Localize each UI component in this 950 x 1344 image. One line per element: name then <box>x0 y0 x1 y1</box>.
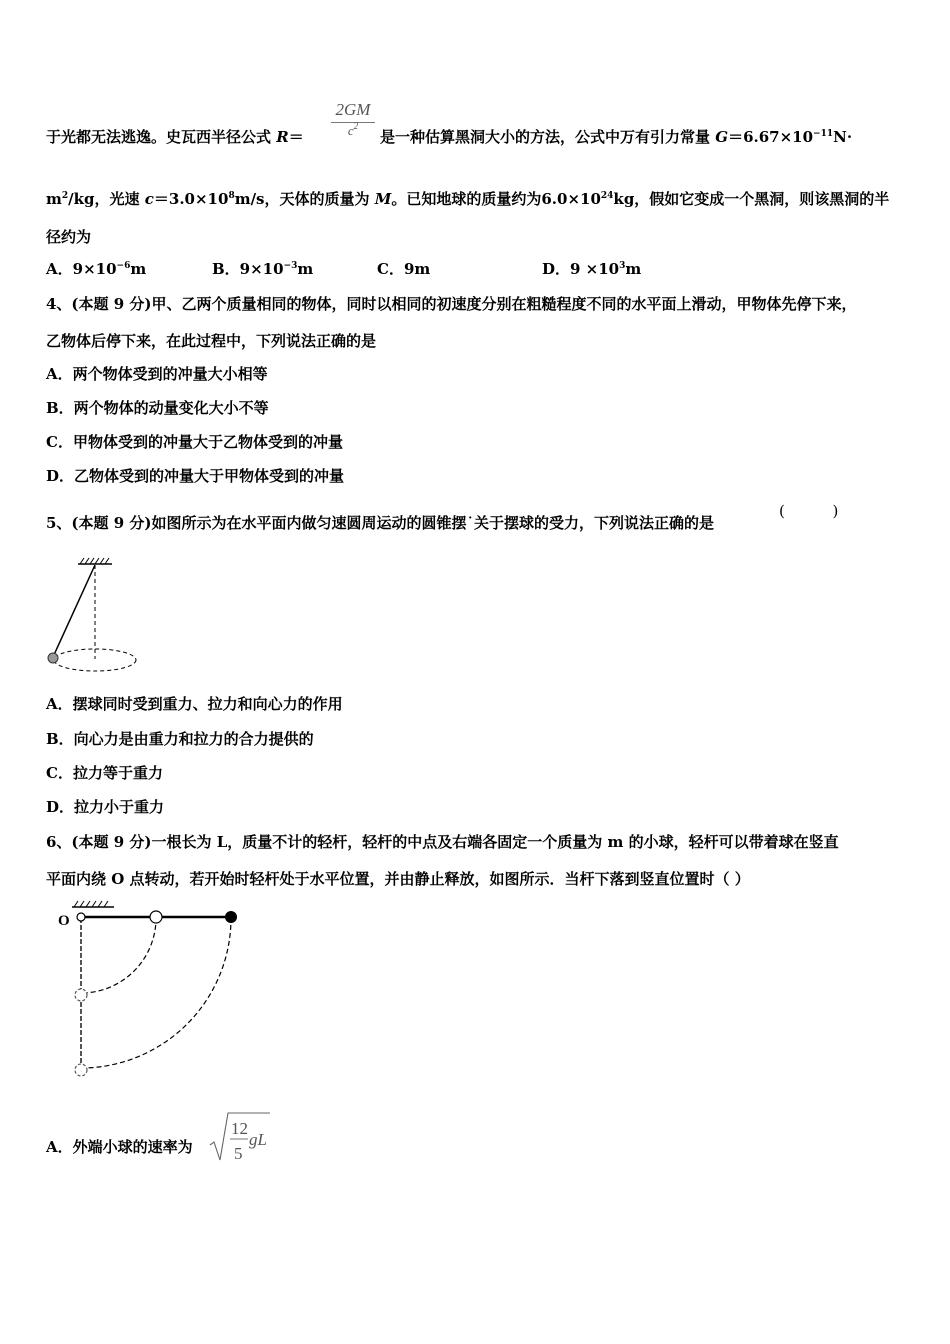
q3-G-unit: N· <box>833 128 853 146</box>
q3-option-b-unit: m <box>297 260 314 278</box>
q3-text-2: 是一种估算黑洞大小的方法，公式中万有引力常量 <box>380 128 711 146</box>
q4-line2: 乙物体后停下来，在此过程中，下列说法正确的是 <box>46 332 377 350</box>
conical-pendulum-figure <box>40 555 150 680</box>
q3-var-M: M <box>374 190 392 208</box>
q6-line2: 平面内绕 O 点转动，若开始时轻杆处于水平位置，并由静止释放，如图所示．当杆下落到竖直位置时（ ） <box>46 870 750 888</box>
q3-text-5: 。已知地球的质量约为6.0×10 <box>391 190 601 208</box>
q4-line1: 4、(本题 9 分)甲、乙两个质量相同的物体，同时以相同的初速度分别在粗糙程度不同的水平面上滑动，甲物体先停下来， <box>46 295 857 313</box>
q3-option-b-label: B．9×10 <box>212 260 284 278</box>
q3-equals: ＝ <box>288 128 304 146</box>
end-ball-arc <box>81 917 231 1068</box>
q3-option-a-exp: −6 <box>116 261 131 271</box>
q5-option-a: A．摆球同时受到重力、拉力和向心力的作用 <box>46 695 343 713</box>
fraction-denominator <box>331 123 375 139</box>
q3-text-1: 于光都无法逃逸。史瓦西半径公式 <box>46 128 272 146</box>
q3-option-a <box>46 259 146 279</box>
middle-ball-arc <box>81 917 156 993</box>
q3-var-R: R <box>276 128 289 146</box>
q3-option-d-label: D．9 ×10 <box>542 260 620 278</box>
q3-var-G: G <box>715 128 729 146</box>
q3-G-exp: −11 <box>813 129 834 139</box>
q3-m-exp: 2 <box>61 191 69 201</box>
q3-option-d-unit: m <box>625 260 642 278</box>
q3-text-3: /kg，光速 <box>68 190 140 208</box>
sqrt-expression <box>208 1110 273 1166</box>
fraction-denominator-exp: 2 <box>353 121 359 131</box>
fraction-denominator-base: c <box>347 123 354 138</box>
ceiling-hatch <box>80 558 109 564</box>
q4-option-b: B．两个物体的动量变化大小不等 <box>46 399 269 417</box>
q3-line3: 径约为 <box>46 228 92 246</box>
q3-option-d-exp: 3 <box>619 261 626 271</box>
q5-answer-bracket: ( ) <box>779 502 839 520</box>
q3-line1 <box>46 127 304 147</box>
q6-option-a: A．外端小球的速率为 <box>46 1138 193 1156</box>
pendulum-string <box>53 565 95 657</box>
q3-m-unit: m <box>46 190 62 208</box>
q6-line1: 6、(本题 9 分)一根长为 L，质量不计的轻杆，轻杆的中点及右端各固定一个质量为 m 的小球，轻杆可以带着球在竖直 <box>46 833 839 851</box>
end-ball <box>225 911 237 923</box>
middle-ball <box>150 911 162 923</box>
sqrt-numerator: 12 <box>231 1119 248 1138</box>
q3-var-c: c <box>144 190 154 208</box>
rotating-rod-figure <box>44 898 244 1083</box>
fraction-numerator: 2GM <box>335 100 371 119</box>
q3-line2 <box>46 189 889 209</box>
q5-option-c: C．拉力等于重力 <box>46 764 163 782</box>
pendulum-bob <box>48 653 58 663</box>
end-ball-final <box>75 1064 87 1076</box>
pivot-label-O: O <box>58 913 70 929</box>
q4-option-d: D．乙物体受到的冲量大于甲物体受到的冲量 <box>46 467 345 485</box>
q3-text-4: m/s，天体的质量为 <box>234 190 370 208</box>
pivot-point <box>77 913 85 921</box>
q5-option-d: D．拉力小于重力 <box>46 798 165 816</box>
q3-option-a-unit: m <box>130 260 147 278</box>
schwarzschild-fraction <box>331 100 375 139</box>
q3-option-a-label: A．9×10 <box>46 260 117 278</box>
q3-option-c <box>377 259 430 279</box>
q4-option-a: A．两个物体受到的冲量大小相等 <box>46 365 268 383</box>
sqrt-denominator: 5 <box>234 1144 243 1163</box>
q4-option-c: C．甲物体受到的冲量大于乙物体受到的冲量 <box>46 433 343 451</box>
q3-earth-exp: 24 <box>600 191 614 201</box>
q3-c-exp: 8 <box>228 191 235 201</box>
q3-option-d <box>542 259 641 279</box>
q3-option-b-exp: −3 <box>283 261 298 271</box>
q5-line1: 5、(本题 9 分)如图所示为在水平面内做匀速圆周运动的圆锥摆˙关于摆球的受力，下列说法正确的是 <box>46 514 715 532</box>
q3-text-6: kg，假如它变成一个黑洞，则该黑洞的半 <box>613 190 890 208</box>
q3-option-c-label: C．9m <box>377 260 431 278</box>
q5-option-b: B．向心力是由重力和拉力的合力提供的 <box>46 730 314 748</box>
q3-G-value: ＝6.67×10 <box>728 128 814 146</box>
middle-ball-final <box>75 989 87 1001</box>
q3-option-b <box>212 259 313 279</box>
support-hatch <box>74 901 108 907</box>
q3-line1-right <box>380 127 852 147</box>
sqrt-gL: gL <box>249 1130 267 1149</box>
q3-c-value: ＝3.0×10 <box>153 190 229 208</box>
